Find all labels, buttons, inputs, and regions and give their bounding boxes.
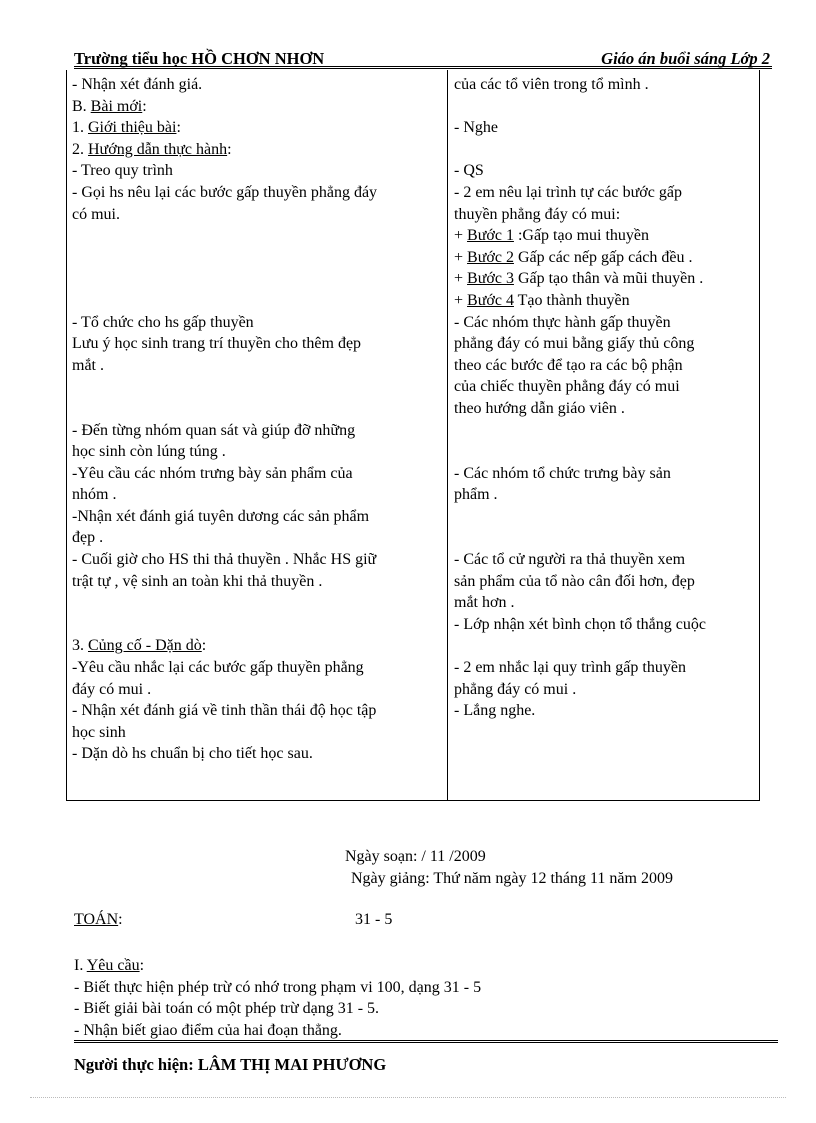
requirements-heading-num: I. bbox=[74, 957, 87, 974]
table-text-line: Lưu ý học sinh trang trí thuyền cho thêm đẹp bbox=[72, 335, 362, 353]
dates-block bbox=[345, 846, 673, 890]
blank-line bbox=[72, 225, 444, 247]
author-line: Người thực hiện: LÂM THỊ MAI PHƯƠNG bbox=[74, 1055, 387, 1074]
footer-divider bbox=[74, 1040, 778, 1043]
teaching-date: Ngày giảng: Thứ năm ngày 12 tháng 11 năm 2009 bbox=[351, 870, 673, 887]
blank-line bbox=[72, 592, 444, 614]
table-text-line: nhóm . bbox=[72, 486, 117, 504]
table-text-line: B. Bài mới: bbox=[72, 97, 147, 115]
requirements-heading-text: Yêu cầu bbox=[86, 957, 140, 974]
table-text-line: + Bước 3 Gấp tạo thân và mũi thuyền . bbox=[454, 270, 704, 288]
blank-line bbox=[454, 527, 759, 549]
table-text-line: 1. Giới thiệu bài: bbox=[72, 119, 181, 137]
lesson-table bbox=[66, 70, 760, 801]
table-text-line: - 2 em nêu lại trình tự các bước gấp bbox=[454, 183, 682, 201]
teacher-activities-column bbox=[72, 74, 444, 765]
table-text-line: trật tự , vệ sinh an toàn khi thả thuyền . bbox=[72, 572, 323, 590]
requirement-item: - Biết giải bài toán có một phép trừ dạng 31 - 5. bbox=[74, 1000, 380, 1017]
table-text-line: - 2 em nhắc lại quy trình gấp thuyền bbox=[454, 659, 686, 677]
table-text-line: phẩm . bbox=[454, 486, 498, 504]
table-text-line: - QS bbox=[454, 162, 484, 180]
requirements-section bbox=[74, 955, 481, 1041]
table-text-line: thuyền phẳng đáy có mui: bbox=[454, 205, 621, 223]
subject-name: TOÁN bbox=[74, 911, 119, 928]
table-text-line: của chiếc thuyền phẳng đáy có mui bbox=[454, 378, 680, 396]
table-text-line: đẹp . bbox=[72, 529, 104, 547]
table-text-line: + Bước 1 :Gấp tạo mui thuyền bbox=[454, 227, 650, 245]
table-text-line: + Bước 2 Gấp các nếp gấp cách đều . bbox=[454, 248, 693, 266]
blank-line bbox=[454, 139, 759, 161]
school-name: Trường tiểu học HỒ CHƠN NHƠN bbox=[74, 49, 325, 68]
table-text-line: -Yêu cầu các nhóm trưng bày sản phẩm của bbox=[72, 464, 353, 482]
page-bottom-border bbox=[30, 1097, 786, 1098]
table-text-line: phẳng đáy có mui . bbox=[454, 680, 577, 698]
table-column-divider bbox=[447, 70, 448, 800]
blank-line bbox=[454, 506, 759, 528]
table-text-line: - Các nhóm thực hành gấp thuyền bbox=[454, 313, 671, 331]
subject-label bbox=[74, 911, 123, 929]
table-text-line: - Tổ chức cho hs gấp thuyền bbox=[72, 313, 254, 331]
table-text-line: theo hướng dẫn giáo viên . bbox=[454, 399, 625, 417]
table-text-line: - Gọi hs nêu lại các bước gấp thuyền phẳng đáy bbox=[72, 183, 378, 201]
table-text-line: - Đến từng nhóm quan sát và giúp đỡ những bbox=[72, 421, 356, 439]
table-text-line: 3. Củng cố - Dặn dò: bbox=[72, 637, 207, 655]
table-text-line: - Treo quy trình bbox=[72, 162, 173, 180]
table-text-line: học sinh bbox=[72, 723, 126, 741]
table-text-line: mắt hơn . bbox=[454, 594, 515, 612]
blank-line bbox=[72, 247, 444, 269]
table-text-line: -Nhận xét đánh giá tuyên dương các sản phẩm bbox=[72, 507, 370, 525]
table-text-line: - Dặn dò hs chuẩn bị cho tiết học sau. bbox=[72, 745, 313, 763]
table-text-line: phẳng đáy có mui bằng giấy thủ công bbox=[454, 335, 695, 353]
blank-line bbox=[72, 376, 444, 398]
table-text-line: - Các tổ cử người ra thả thuyền xem bbox=[454, 551, 686, 569]
table-text-line: mắt . bbox=[72, 356, 104, 374]
header-divider bbox=[74, 66, 772, 69]
blank-line bbox=[454, 635, 759, 657]
table-text-line: theo các bước để tạo ra các bộ phận bbox=[454, 356, 683, 374]
table-text-line: của các tổ viên trong tổ mình . bbox=[454, 76, 649, 93]
lesson-plan-title: Giáo án buổi sáng Lớp 2 bbox=[601, 49, 770, 68]
blank-line bbox=[72, 268, 444, 290]
table-text-line: đáy có mui . bbox=[72, 680, 152, 698]
lesson-title: 31 - 5 bbox=[355, 911, 393, 928]
table-text-line: - Nghe bbox=[454, 119, 498, 137]
preparation-date: Ngày soạn: / 11 /2009 bbox=[345, 848, 486, 865]
table-text-line: - Lớp nhận xét bình chọn tổ thắng cuộc bbox=[454, 615, 706, 633]
table-text-line: -Yêu cầu nhắc lại các bước gấp thuyền phẳng bbox=[72, 659, 364, 677]
table-text-line: - Nhận xét đánh giá về tinh thần thái độ học tập bbox=[72, 702, 377, 720]
table-text-line: có mui. bbox=[72, 205, 120, 223]
subject-colon: : bbox=[118, 911, 123, 928]
table-text-line: 2. Hướng dẫn thực hành: bbox=[72, 140, 232, 158]
blank-line bbox=[72, 398, 444, 420]
blank-line bbox=[72, 290, 444, 312]
table-text-line: - Lắng nghe. bbox=[454, 702, 536, 720]
table-text-line: học sinh còn lúng túng . bbox=[72, 443, 226, 461]
table-text-line: - Nhận xét đánh giá. bbox=[72, 76, 203, 93]
blank-line bbox=[454, 96, 759, 118]
blank-line bbox=[454, 420, 759, 442]
student-activities-column bbox=[454, 74, 759, 722]
requirement-item: - Biết thực hiện phép trừ có nhớ trong phạm vi 100, dạng 31 - 5 bbox=[74, 978, 482, 996]
requirements-heading bbox=[74, 955, 481, 977]
blank-line bbox=[72, 614, 444, 636]
table-text-line: + Bước 4 Tạo thành thuyền bbox=[454, 291, 630, 309]
table-text-line: sản phẩm của tổ nào cân đối hơn, đẹp bbox=[454, 572, 695, 590]
requirement-item: - Nhận biết giao điểm của hai đoạn thẳng. bbox=[74, 1021, 342, 1039]
blank-line bbox=[454, 441, 759, 463]
requirements-heading-colon: : bbox=[139, 957, 145, 974]
table-text-line: - Các nhóm tổ chức trưng bày sản bbox=[454, 464, 671, 482]
table-text-line: - Cuối giờ cho HS thi thả thuyền . Nhắc HS giữ bbox=[72, 551, 377, 569]
